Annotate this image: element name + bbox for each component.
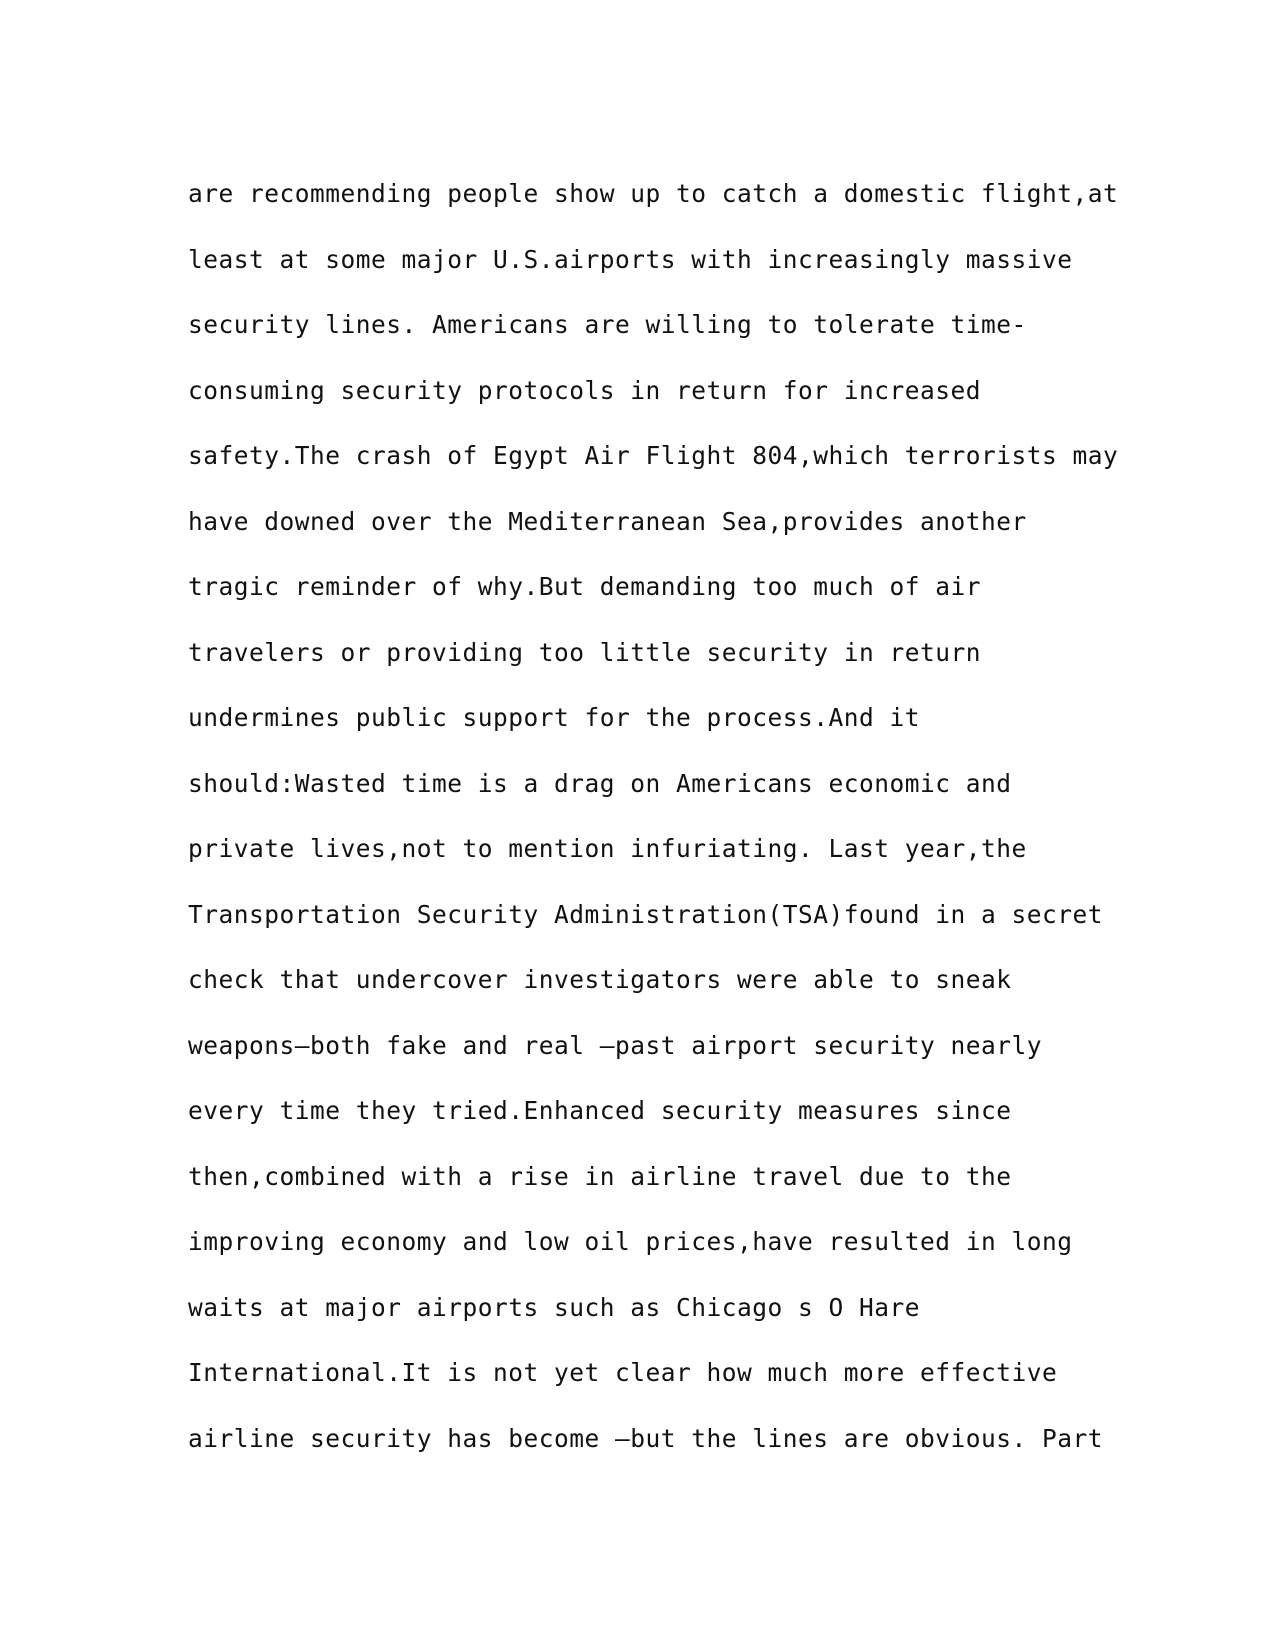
text-line: undermines public support for the process.And it xyxy=(188,703,921,732)
text-line: private lives,not to mention infuriating. Last year,the xyxy=(188,834,1027,863)
text-line: improving economy and low oil prices,have resulted in long xyxy=(188,1227,1073,1256)
text-line: consuming security protocols in return for increased xyxy=(188,375,982,405)
text-line: security lines. Americans are willing to tolerate time- xyxy=(188,310,1027,339)
text-line: have downed over the Mediterranean Sea,provides another xyxy=(188,506,1027,536)
text-line: should:Wasted time is a drag on Americans economic and xyxy=(188,768,1012,798)
text-line: safety.The crash of Egypt Air Flight 804,which terrorists may xyxy=(188,441,1119,470)
body-text xyxy=(188,168,1119,1478)
text-line: are recommending people show up to catch a domestic flight,at xyxy=(188,179,1119,208)
text-line: check that undercover investigators were able to sneak xyxy=(188,965,1012,994)
text-line: International.It is not yet clear how much more effective xyxy=(188,1358,1058,1387)
text-line: every time they tried.Enhanced security measures since xyxy=(188,1096,1012,1125)
text-line: travelers or providing too little security in return xyxy=(188,637,982,667)
text-line: airline security has become —but the lines are obvious. Part xyxy=(188,1423,1104,1453)
text-line: Transportation Security Administration(TSA)found in a secret xyxy=(188,899,1104,929)
text-line: tragic reminder of why.But demanding too much of air xyxy=(188,572,982,601)
text-line: weapons—both fake and real —past airport security nearly xyxy=(188,1030,1043,1060)
text-line: waits at major airports such as Chicago s O Hare xyxy=(188,1292,921,1322)
text-line: least at some major U.S.airports with increasingly massive xyxy=(188,244,1073,274)
text-line: then,combined with a rise in airline travel due to the xyxy=(188,1161,1012,1191)
